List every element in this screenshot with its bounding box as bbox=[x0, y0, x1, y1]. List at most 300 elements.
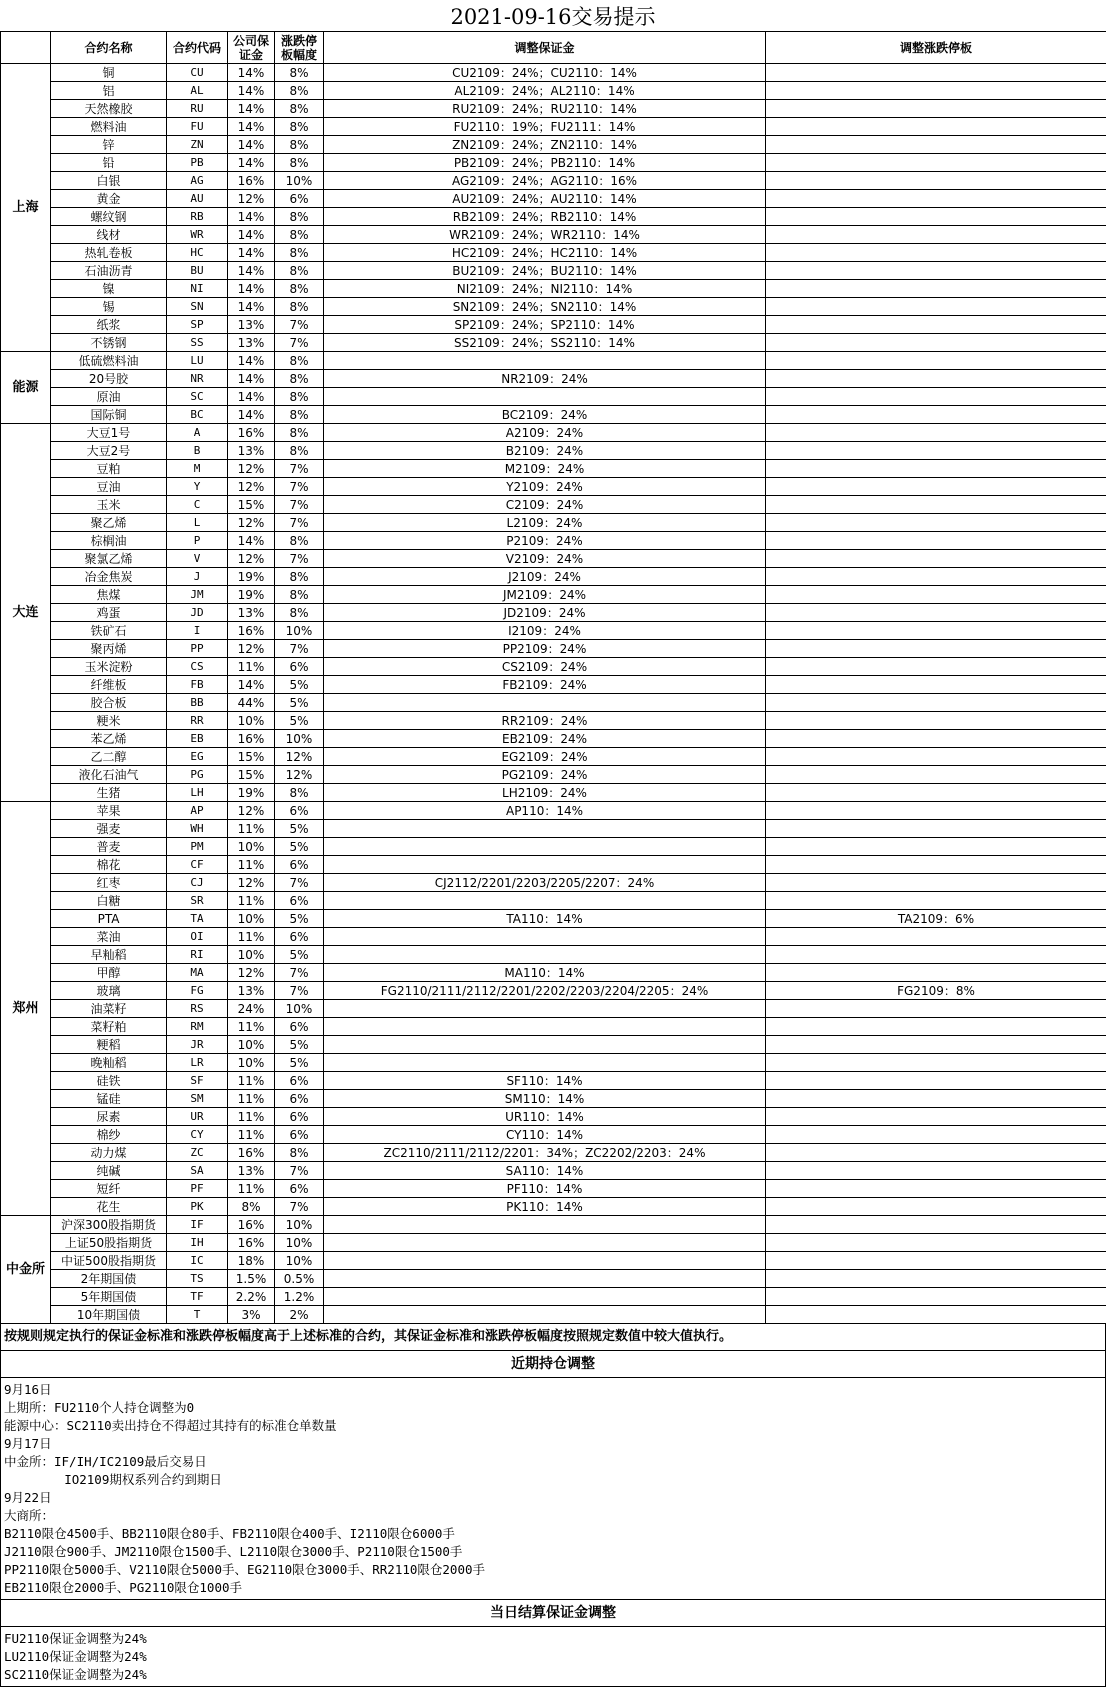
company-margin-cell: 16% bbox=[228, 730, 275, 748]
contract-name-cell: 菜油 bbox=[51, 928, 167, 946]
adjusted-limit-cell bbox=[766, 1072, 1106, 1090]
company-margin-cell: 13% bbox=[228, 334, 275, 352]
table-row bbox=[1, 406, 1106, 424]
table-row bbox=[1, 1000, 1106, 1018]
contract-code-cell: JD bbox=[167, 604, 228, 622]
price-limit-cell: 6% bbox=[275, 1072, 324, 1090]
contract-name-cell: 苯乙烯 bbox=[51, 730, 167, 748]
contract-code-cell: C bbox=[167, 496, 228, 514]
adjusted-limit-cell bbox=[766, 154, 1106, 172]
adjusted-margin-cell: PK110：14% bbox=[324, 1198, 766, 1216]
adjusted-margin-cell: ZC2110/2111/2112/2201：34%；ZC2202/2203：24% bbox=[324, 1144, 766, 1162]
adjusted-margin-cell: PP2109：24% bbox=[324, 640, 766, 658]
company-margin-cell: 12% bbox=[228, 802, 275, 820]
table-row bbox=[1, 928, 1106, 946]
company-margin-cell: 10% bbox=[228, 712, 275, 730]
company-margin-cell: 16% bbox=[228, 1216, 275, 1234]
adjusted-margin-cell bbox=[324, 1270, 766, 1288]
contract-code-cell: SA bbox=[167, 1162, 228, 1180]
adjusted-margin-cell bbox=[324, 1288, 766, 1306]
adjusted-margin-cell: SA110：14% bbox=[324, 1162, 766, 1180]
contract-code-cell: RM bbox=[167, 1018, 228, 1036]
contract-code-cell: BC bbox=[167, 406, 228, 424]
price-limit-cell: 8% bbox=[275, 64, 324, 82]
company-margin-cell: 14% bbox=[228, 64, 275, 82]
contract-name-cell: 热轧卷板 bbox=[51, 244, 167, 262]
company-margin-cell: 14% bbox=[228, 136, 275, 154]
contract-name-cell: 上证50股指期货 bbox=[51, 1234, 167, 1252]
adjusted-limit-cell bbox=[766, 1180, 1106, 1198]
adjusted-margin-cell: P2109：24% bbox=[324, 532, 766, 550]
adjusted-limit-cell bbox=[766, 118, 1106, 136]
company-margin-cell: 19% bbox=[228, 586, 275, 604]
table-row bbox=[1, 550, 1106, 568]
contract-code-cell: CF bbox=[167, 856, 228, 874]
table-row bbox=[1, 1090, 1106, 1108]
note-line: EB2110限仓2000手、PG2110限仓1000手 bbox=[4, 1580, 243, 1595]
note-line: PP2110限仓5000手、V2110限仓5000手、EG2110限仓3000手、RR2110限仓2000手 bbox=[4, 1562, 486, 1577]
adjusted-margin-cell bbox=[324, 892, 766, 910]
adjusted-margin-cell: PF110：14% bbox=[324, 1180, 766, 1198]
price-limit-cell: 5% bbox=[275, 910, 324, 928]
contract-name-cell: 鸡蛋 bbox=[51, 604, 167, 622]
contract-code-cell: MA bbox=[167, 964, 228, 982]
company-margin-cell: 10% bbox=[228, 1036, 275, 1054]
price-limit-cell: 8% bbox=[275, 82, 324, 100]
adjusted-limit-cell bbox=[766, 1234, 1106, 1252]
note-line: J2110限仓900手、JM2110限仓1500手、L2110限仓3000手、P2110限仓1500手 bbox=[4, 1544, 463, 1559]
adjusted-limit-cell bbox=[766, 388, 1106, 406]
contract-code-cell: V bbox=[167, 550, 228, 568]
header-price-limit: 涨跌停板幅度 bbox=[275, 32, 324, 64]
company-margin-cell: 1.5% bbox=[228, 1270, 275, 1288]
contract-name-cell: 5年期国债 bbox=[51, 1288, 167, 1306]
table-row bbox=[1, 622, 1106, 640]
adjusted-margin-cell: SF110：14% bbox=[324, 1072, 766, 1090]
contract-name-cell: 沪深300股指期货 bbox=[51, 1216, 167, 1234]
contract-code-cell: M bbox=[167, 460, 228, 478]
price-limit-cell: 7% bbox=[275, 478, 324, 496]
contract-code-cell: L bbox=[167, 514, 228, 532]
company-margin-cell: 14% bbox=[228, 244, 275, 262]
table-row bbox=[1, 100, 1106, 118]
price-limit-cell: 10% bbox=[275, 730, 324, 748]
contract-name-cell: 玉米 bbox=[51, 496, 167, 514]
note-line: 9月17日 bbox=[4, 1436, 52, 1451]
table-row bbox=[1, 946, 1106, 964]
contract-name-cell: 动力煤 bbox=[51, 1144, 167, 1162]
contract-code-cell: WH bbox=[167, 820, 228, 838]
adjusted-margin-cell: UR110：14% bbox=[324, 1108, 766, 1126]
contract-code-cell: FU bbox=[167, 118, 228, 136]
adjusted-margin-cell: RB2109：24%；RB2110：14% bbox=[324, 208, 766, 226]
adjusted-margin-cell bbox=[324, 1216, 766, 1234]
company-margin-cell: 10% bbox=[228, 1054, 275, 1072]
table-row bbox=[1, 64, 1106, 82]
contract-name-cell: 中证500股指期货 bbox=[51, 1252, 167, 1270]
price-limit-cell: 8% bbox=[275, 136, 324, 154]
company-margin-cell: 14% bbox=[228, 100, 275, 118]
price-limit-cell: 5% bbox=[275, 1054, 324, 1072]
contract-code-cell: RI bbox=[167, 946, 228, 964]
table-row bbox=[1, 1018, 1106, 1036]
company-margin-cell: 14% bbox=[228, 388, 275, 406]
note-line: SC2110保证金调整为24% bbox=[4, 1667, 147, 1682]
company-margin-cell: 10% bbox=[228, 910, 275, 928]
adjusted-limit-cell bbox=[766, 748, 1106, 766]
company-margin-cell: 11% bbox=[228, 928, 275, 946]
table-row bbox=[1, 802, 1106, 820]
table-row bbox=[1, 460, 1106, 478]
price-limit-cell: 6% bbox=[275, 1180, 324, 1198]
adjusted-limit-cell bbox=[766, 442, 1106, 460]
price-limit-cell: 6% bbox=[275, 928, 324, 946]
contract-code-cell: AP bbox=[167, 802, 228, 820]
table-row bbox=[1, 478, 1106, 496]
contract-name-cell: 短纤 bbox=[51, 1180, 167, 1198]
contract-name-cell: 锰硅 bbox=[51, 1090, 167, 1108]
company-margin-cell: 11% bbox=[228, 1108, 275, 1126]
contract-code-cell: JM bbox=[167, 586, 228, 604]
adjusted-limit-cell bbox=[766, 478, 1106, 496]
contract-code-cell: J bbox=[167, 568, 228, 586]
table-row bbox=[1, 658, 1106, 676]
table-row bbox=[1, 748, 1106, 766]
adjusted-margin-cell: FB2109：24% bbox=[324, 676, 766, 694]
contract-code-cell: IF bbox=[167, 1216, 228, 1234]
adjusted-margin-cell: AL2109：24%；AL2110：14% bbox=[324, 82, 766, 100]
table-body bbox=[1, 64, 1106, 1324]
company-margin-cell: 2.2% bbox=[228, 1288, 275, 1306]
contract-name-cell: 生猪 bbox=[51, 784, 167, 802]
contract-name-cell: 铜 bbox=[51, 64, 167, 82]
note-line: 大商所： bbox=[4, 1508, 55, 1523]
price-limit-cell: 7% bbox=[275, 874, 324, 892]
contract-code-cell: JR bbox=[167, 1036, 228, 1054]
adjusted-limit-cell bbox=[766, 190, 1106, 208]
table-row bbox=[1, 532, 1106, 550]
table-row bbox=[1, 496, 1106, 514]
margin-table bbox=[0, 31, 1106, 1324]
contract-name-cell: 早籼稻 bbox=[51, 946, 167, 964]
adjusted-limit-cell bbox=[766, 1252, 1106, 1270]
contract-code-cell: CU bbox=[167, 64, 228, 82]
price-limit-cell: 8% bbox=[275, 406, 324, 424]
price-limit-cell: 5% bbox=[275, 1036, 324, 1054]
contract-name-cell: 原油 bbox=[51, 388, 167, 406]
adjusted-margin-cell: PB2109：24%；PB2110：14% bbox=[324, 154, 766, 172]
price-limit-cell: 2% bbox=[275, 1306, 324, 1324]
adjusted-limit-cell bbox=[766, 262, 1106, 280]
company-margin-cell: 14% bbox=[228, 406, 275, 424]
table-row bbox=[1, 514, 1106, 532]
contract-name-cell: 聚乙烯 bbox=[51, 514, 167, 532]
company-margin-cell: 11% bbox=[228, 1018, 275, 1036]
price-limit-cell: 7% bbox=[275, 1162, 324, 1180]
adjusted-margin-cell bbox=[324, 1000, 766, 1018]
adjusted-margin-cell: BC2109：24% bbox=[324, 406, 766, 424]
adjusted-limit-cell bbox=[766, 550, 1106, 568]
table-row bbox=[1, 874, 1106, 892]
price-limit-cell: 10% bbox=[275, 1000, 324, 1018]
adjusted-limit-cell: TA2109：6% bbox=[766, 910, 1106, 928]
adjusted-limit-cell bbox=[766, 136, 1106, 154]
table-row bbox=[1, 370, 1106, 388]
table-row bbox=[1, 1108, 1106, 1126]
contract-name-cell: 乙二醇 bbox=[51, 748, 167, 766]
table-row bbox=[1, 208, 1106, 226]
table-row bbox=[1, 316, 1106, 334]
adjusted-limit-cell bbox=[766, 532, 1106, 550]
contract-code-cell: EG bbox=[167, 748, 228, 766]
price-limit-cell: 8% bbox=[275, 442, 324, 460]
price-limit-cell: 8% bbox=[275, 1144, 324, 1162]
adjusted-limit-cell bbox=[766, 352, 1106, 370]
adjusted-limit-cell bbox=[766, 370, 1106, 388]
header-company-margin: 公司保证金 bbox=[228, 32, 275, 64]
table-row bbox=[1, 352, 1106, 370]
price-limit-cell: 6% bbox=[275, 1018, 324, 1036]
contract-name-cell: 胶合板 bbox=[51, 694, 167, 712]
table-row bbox=[1, 244, 1106, 262]
adjusted-margin-cell: LH2109：24% bbox=[324, 784, 766, 802]
adjusted-limit-cell bbox=[766, 334, 1106, 352]
adjusted-limit-cell bbox=[766, 514, 1106, 532]
price-limit-cell: 8% bbox=[275, 568, 324, 586]
contract-name-cell: 甲醇 bbox=[51, 964, 167, 982]
table-row bbox=[1, 1288, 1106, 1306]
note-line: 能源中心：SC2110卖出持仓不得超过其持有的标准仓单数量 bbox=[4, 1418, 337, 1433]
contract-code-cell: I bbox=[167, 622, 228, 640]
contract-name-cell: 粳稻 bbox=[51, 1036, 167, 1054]
company-margin-cell: 19% bbox=[228, 784, 275, 802]
contract-name-cell: 大豆2号 bbox=[51, 442, 167, 460]
table-row bbox=[1, 964, 1106, 982]
contract-name-cell: 聚丙烯 bbox=[51, 640, 167, 658]
contract-name-cell: 聚氯乙烯 bbox=[51, 550, 167, 568]
contract-name-cell: 燃料油 bbox=[51, 118, 167, 136]
contract-code-cell: SC bbox=[167, 388, 228, 406]
contract-name-cell: 纸浆 bbox=[51, 316, 167, 334]
price-limit-cell: 7% bbox=[275, 460, 324, 478]
contract-name-cell: 玉米淀粉 bbox=[51, 658, 167, 676]
price-limit-cell: 8% bbox=[275, 280, 324, 298]
company-margin-cell: 14% bbox=[228, 262, 275, 280]
price-limit-cell: 7% bbox=[275, 514, 324, 532]
contract-name-cell: 黄金 bbox=[51, 190, 167, 208]
table-row bbox=[1, 226, 1106, 244]
contract-code-cell: Y bbox=[167, 478, 228, 496]
table-row bbox=[1, 712, 1106, 730]
adjusted-limit-cell bbox=[766, 496, 1106, 514]
adjusted-margin-cell: I2109：24% bbox=[324, 622, 766, 640]
company-margin-cell: 13% bbox=[228, 316, 275, 334]
contract-name-cell: 豆粕 bbox=[51, 460, 167, 478]
company-margin-cell: 12% bbox=[228, 190, 275, 208]
contract-name-cell: 苹果 bbox=[51, 802, 167, 820]
adjusted-margin-cell: B2109：24% bbox=[324, 442, 766, 460]
adjusted-margin-cell: RR2109：24% bbox=[324, 712, 766, 730]
company-margin-cell: 16% bbox=[228, 172, 275, 190]
adjusted-margin-cell bbox=[324, 694, 766, 712]
contract-code-cell: BB bbox=[167, 694, 228, 712]
adjusted-limit-cell bbox=[766, 100, 1106, 118]
company-margin-cell: 16% bbox=[228, 622, 275, 640]
price-limit-cell: 7% bbox=[275, 640, 324, 658]
adjusted-margin-cell: SS2109：24%；SS2110：14% bbox=[324, 334, 766, 352]
price-limit-cell: 8% bbox=[275, 262, 324, 280]
price-limit-cell: 8% bbox=[275, 208, 324, 226]
adjusted-margin-cell: Y2109：24% bbox=[324, 478, 766, 496]
price-limit-cell: 8% bbox=[275, 226, 324, 244]
contract-name-cell: 白银 bbox=[51, 172, 167, 190]
table-row bbox=[1, 568, 1106, 586]
table-row bbox=[1, 1036, 1106, 1054]
adjusted-limit-cell bbox=[766, 172, 1106, 190]
contract-code-cell: RU bbox=[167, 100, 228, 118]
company-margin-cell: 14% bbox=[228, 298, 275, 316]
exchange-cell: 能源 bbox=[1, 352, 51, 424]
table-row bbox=[1, 694, 1106, 712]
adjusted-limit-cell bbox=[766, 640, 1106, 658]
contract-code-cell: EB bbox=[167, 730, 228, 748]
contract-code-cell: WR bbox=[167, 226, 228, 244]
adjusted-margin-cell: AG2109：24%；AG2110：16% bbox=[324, 172, 766, 190]
adjusted-limit-cell bbox=[766, 964, 1106, 982]
contract-name-cell: 低硫燃料油 bbox=[51, 352, 167, 370]
adjusted-margin-cell bbox=[324, 352, 766, 370]
contract-code-cell: RR bbox=[167, 712, 228, 730]
table-row bbox=[1, 910, 1106, 928]
contract-code-cell: FB bbox=[167, 676, 228, 694]
adjusted-margin-cell: SM110：14% bbox=[324, 1090, 766, 1108]
price-limit-cell: 8% bbox=[275, 424, 324, 442]
adjusted-margin-cell: CS2109：24% bbox=[324, 658, 766, 676]
price-limit-cell: 7% bbox=[275, 964, 324, 982]
table-row bbox=[1, 676, 1106, 694]
adjusted-margin-cell: FG2110/2111/2112/2201/2202/2203/2204/2205：24% bbox=[324, 982, 766, 1000]
table-row bbox=[1, 1162, 1106, 1180]
contract-code-cell: HC bbox=[167, 244, 228, 262]
page-title: 2021-09-16交易提示 bbox=[450, 5, 656, 29]
contract-code-cell: PM bbox=[167, 838, 228, 856]
contract-name-cell: 棕榈油 bbox=[51, 532, 167, 550]
company-margin-cell: 15% bbox=[228, 766, 275, 784]
company-margin-cell: 12% bbox=[228, 478, 275, 496]
adjusted-margin-cell bbox=[324, 946, 766, 964]
company-margin-cell: 13% bbox=[228, 982, 275, 1000]
company-margin-cell: 14% bbox=[228, 532, 275, 550]
table-row bbox=[1, 280, 1106, 298]
note-line: 上期所：FU2110个人持仓调整为0 bbox=[4, 1400, 195, 1415]
note-line: FU2110保证金调整为24% bbox=[4, 1631, 147, 1646]
contract-name-cell: 线材 bbox=[51, 226, 167, 244]
price-limit-cell: 6% bbox=[275, 1108, 324, 1126]
contract-name-cell: 棉花 bbox=[51, 856, 167, 874]
price-limit-cell: 8% bbox=[275, 244, 324, 262]
company-margin-cell: 14% bbox=[228, 82, 275, 100]
price-limit-cell: 8% bbox=[275, 370, 324, 388]
adjusted-limit-cell bbox=[766, 298, 1106, 316]
price-limit-cell: 10% bbox=[275, 1234, 324, 1252]
contract-code-cell: LU bbox=[167, 352, 228, 370]
contract-code-cell: CS bbox=[167, 658, 228, 676]
contract-name-cell: 花生 bbox=[51, 1198, 167, 1216]
contract-code-cell: FG bbox=[167, 982, 228, 1000]
contract-code-cell: PG bbox=[167, 766, 228, 784]
contract-code-cell: SR bbox=[167, 892, 228, 910]
table-row bbox=[1, 172, 1106, 190]
adjusted-limit-cell bbox=[766, 1000, 1106, 1018]
company-margin-cell: 13% bbox=[228, 1162, 275, 1180]
price-limit-cell: 0.5% bbox=[275, 1270, 324, 1288]
adjusted-margin-cell: HC2109：24%；HC2110：14% bbox=[324, 244, 766, 262]
contract-name-cell: 天然橡胶 bbox=[51, 100, 167, 118]
adjusted-limit-cell bbox=[766, 1288, 1106, 1306]
contract-name-cell: PTA bbox=[51, 910, 167, 928]
adjusted-margin-cell: M2109：24% bbox=[324, 460, 766, 478]
company-margin-cell: 11% bbox=[228, 1090, 275, 1108]
adjusted-margin-cell: L2109：24% bbox=[324, 514, 766, 532]
company-margin-cell: 3% bbox=[228, 1306, 275, 1324]
contract-code-cell: P bbox=[167, 532, 228, 550]
contract-name-cell: 强麦 bbox=[51, 820, 167, 838]
company-margin-cell: 14% bbox=[228, 280, 275, 298]
company-margin-cell: 10% bbox=[228, 946, 275, 964]
contract-name-cell: 晚籼稻 bbox=[51, 1054, 167, 1072]
adjusted-margin-cell bbox=[324, 1252, 766, 1270]
contract-code-cell: TA bbox=[167, 910, 228, 928]
contract-code-cell: ZC bbox=[167, 1144, 228, 1162]
adjusted-limit-cell bbox=[766, 676, 1106, 694]
company-margin-cell: 14% bbox=[228, 370, 275, 388]
adjusted-limit-cell bbox=[766, 874, 1106, 892]
contract-code-cell: SF bbox=[167, 1072, 228, 1090]
price-limit-cell: 7% bbox=[275, 316, 324, 334]
adjusted-margin-cell bbox=[324, 1018, 766, 1036]
adjusted-limit-cell bbox=[766, 694, 1106, 712]
price-limit-cell: 6% bbox=[275, 1090, 324, 1108]
adjusted-margin-cell: EB2109：24% bbox=[324, 730, 766, 748]
table-row bbox=[1, 1180, 1106, 1198]
company-margin-cell: 18% bbox=[228, 1252, 275, 1270]
price-limit-cell: 8% bbox=[275, 532, 324, 550]
adjusted-margin-cell: AU2109：24%；AU2110：14% bbox=[324, 190, 766, 208]
header-adjusted-limit: 调整涨跌停板 bbox=[766, 32, 1106, 64]
adjusted-limit-cell bbox=[766, 1108, 1106, 1126]
contract-code-cell: RB bbox=[167, 208, 228, 226]
contract-name-cell: 纤维板 bbox=[51, 676, 167, 694]
adjusted-margin-cell bbox=[324, 1306, 766, 1324]
contract-name-cell: 粳米 bbox=[51, 712, 167, 730]
adjusted-limit-cell: FG2109：8% bbox=[766, 982, 1106, 1000]
adjusted-limit-cell bbox=[766, 946, 1106, 964]
adjusted-margin-cell: A2109：24% bbox=[324, 424, 766, 442]
adjusted-margin-cell: JM2109：24% bbox=[324, 586, 766, 604]
company-margin-cell: 16% bbox=[228, 1234, 275, 1252]
table-row bbox=[1, 262, 1106, 280]
contract-code-cell: OI bbox=[167, 928, 228, 946]
company-margin-cell: 12% bbox=[228, 460, 275, 478]
adjusted-margin-cell: NI2109：24%；NI2110：14% bbox=[324, 280, 766, 298]
table-row bbox=[1, 766, 1106, 784]
contract-code-cell: TS bbox=[167, 1270, 228, 1288]
settlement-section-title: 当日结算保证金调整 bbox=[0, 1600, 1106, 1627]
table-row bbox=[1, 1252, 1106, 1270]
table-header-row bbox=[1, 32, 1106, 64]
price-limit-cell: 7% bbox=[275, 496, 324, 514]
contract-name-cell: 红枣 bbox=[51, 874, 167, 892]
